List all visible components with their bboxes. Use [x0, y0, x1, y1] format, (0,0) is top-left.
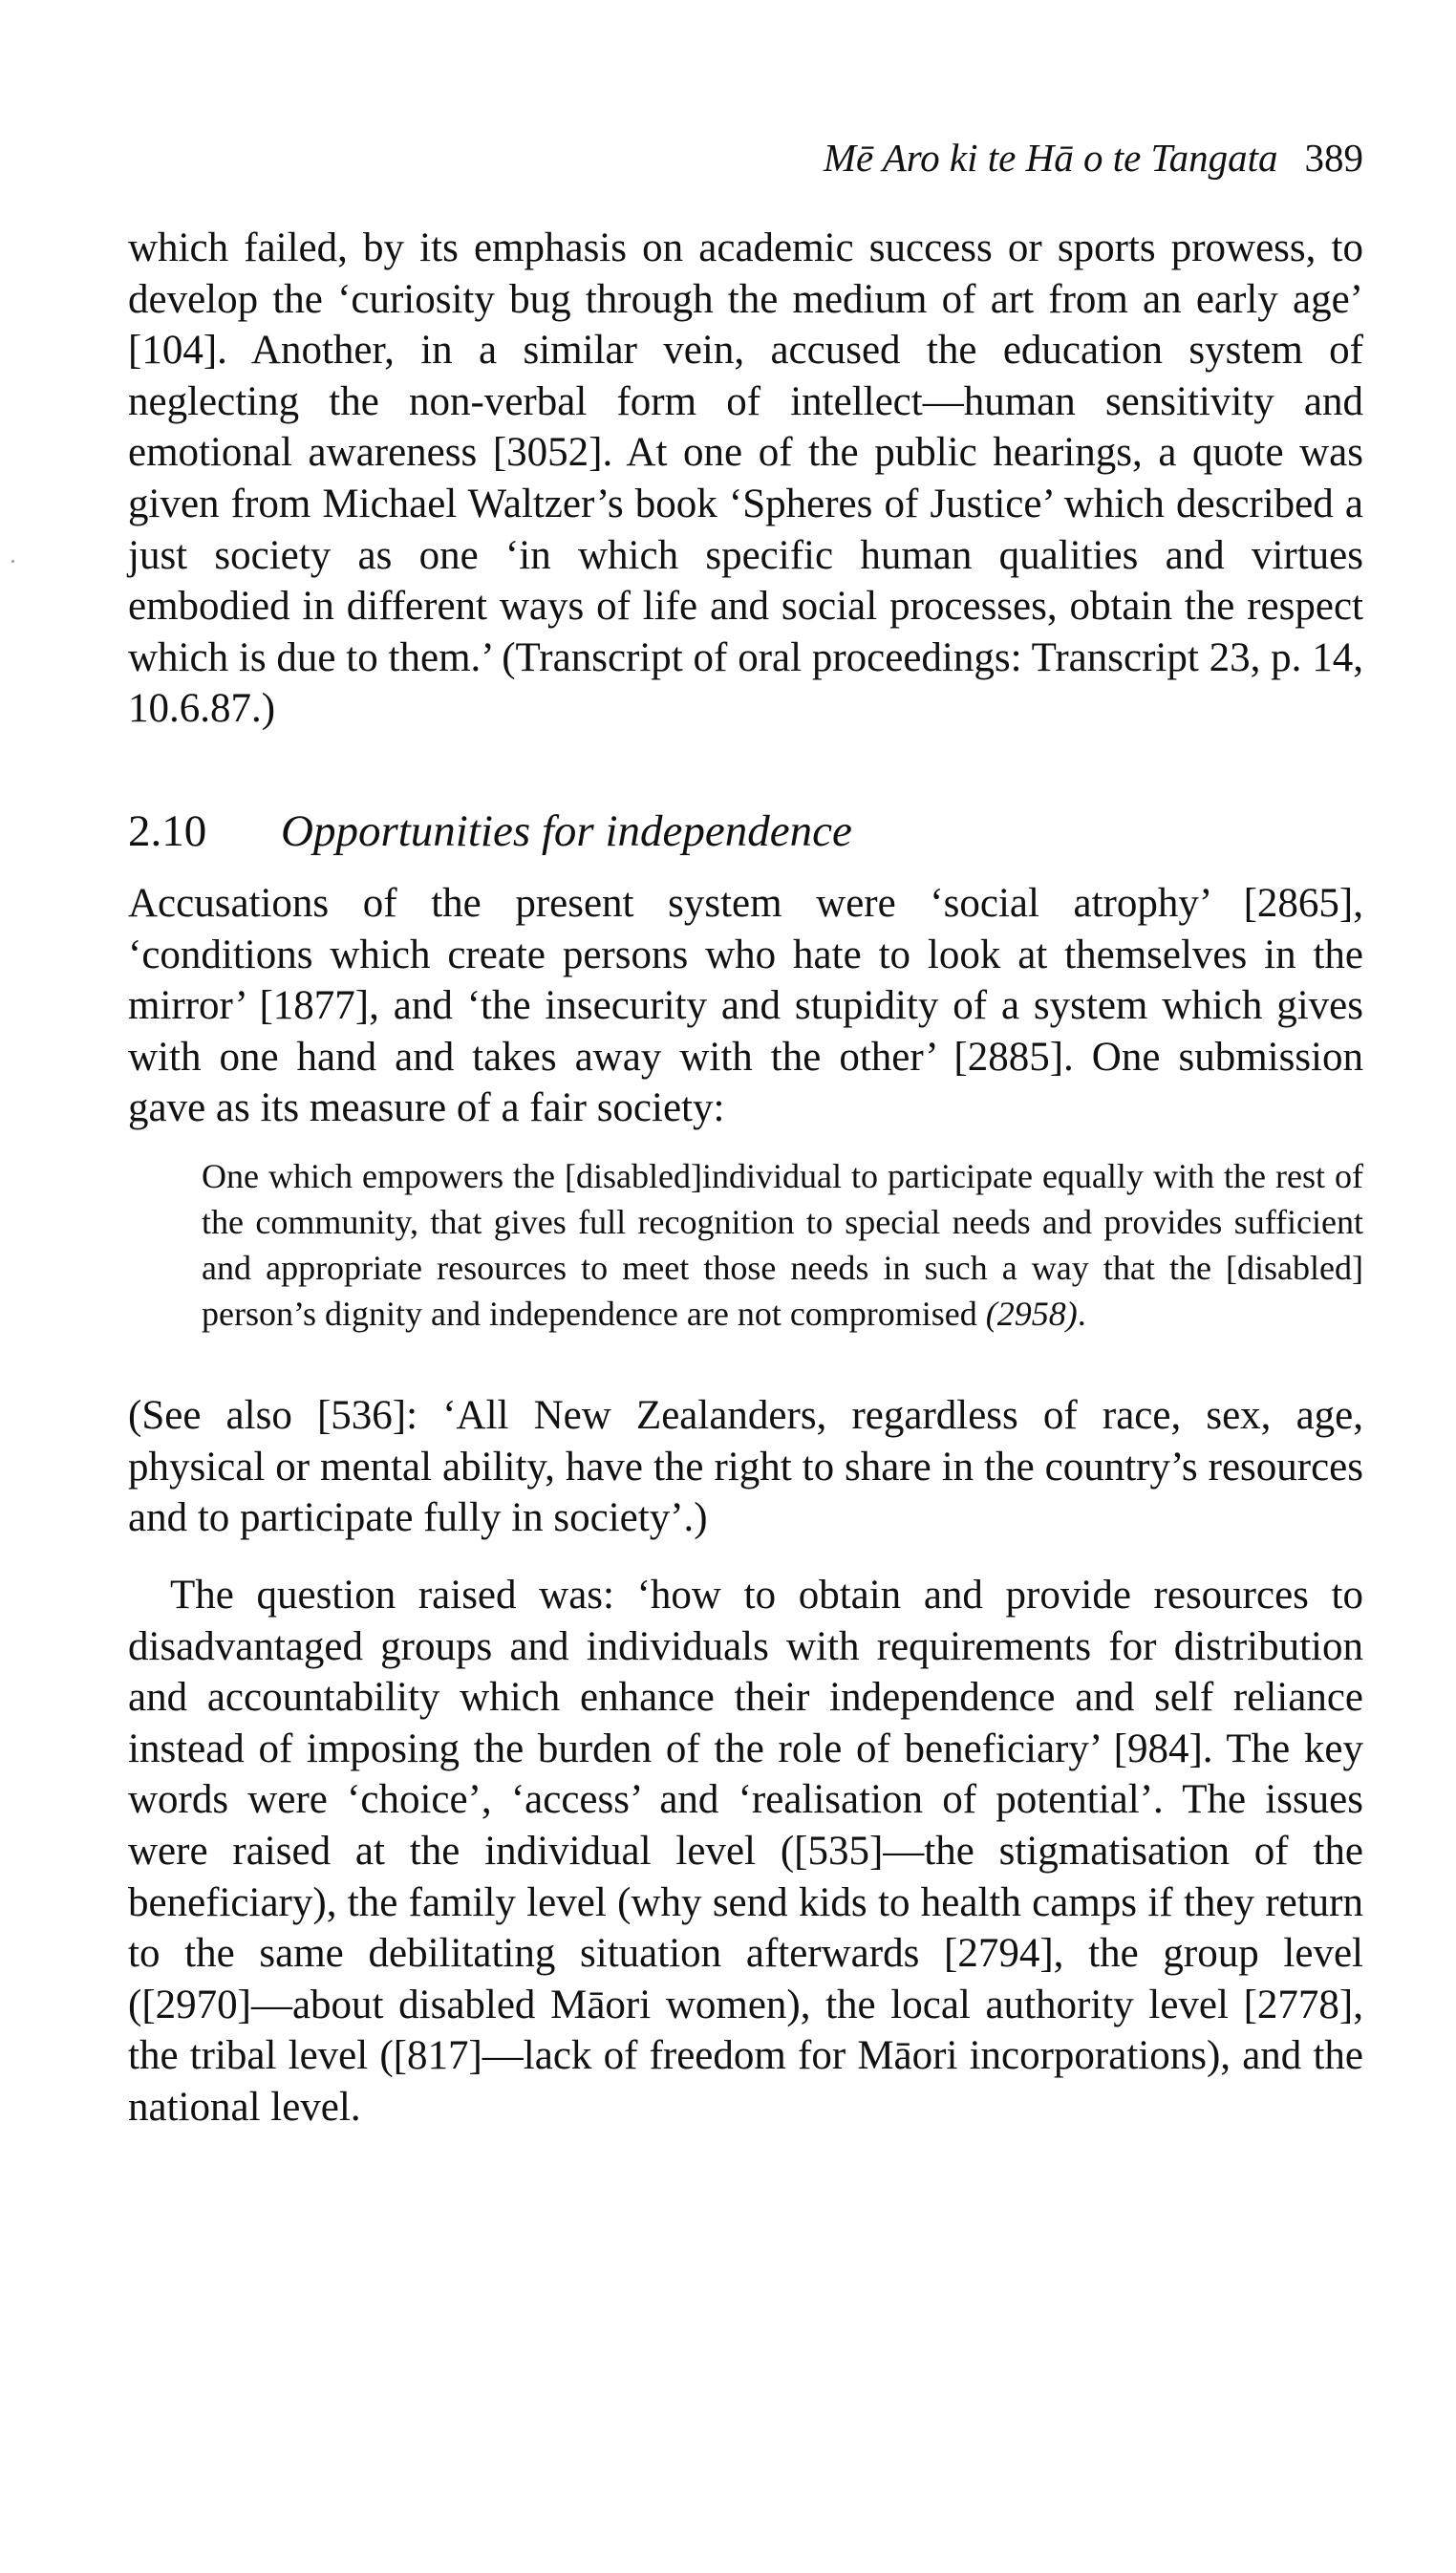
paragraph-question: The question raised was: ‘how to obtain and provide resources to disadvantaged groups and individuals with requirements for distribution and accountability which enhance their independence and self reliance instead of imposing the burden of the role of beneficiary’ [984]. The key words were ‘choice’, ‘access’ and ‘realisation of potential’. The issues were raised at the individual level ([535]—the stigmatisation of the beneficiary), the family level (why send kids to health camps if they return to the same debilitating situation afterwards [2794], the group level ([2970]—about disabled Māori women), the local authority level [2778], the tribal level ([817]—lack of freedom for Māori incorporations), and the national level.	[128, 1573, 1363, 2130]
section-number: 2.10	[128, 806, 207, 856]
scan-speck	[11, 560, 14, 563]
section-title: Opportunities for independence	[281, 806, 852, 856]
paragraph-accusations: Accusations of the present system were ‘social atrophy’ [2865], ‘conditions which create persons who hate to look at themselves in the mirror’ [1877], and ‘the insecurity and stupidity of a system which gives with one hand and takes away with the other’ [2885]. One submission gave as its measure of a fair society:	[128, 881, 1363, 1131]
block-quote-text: One which empowers the [disabled]individual to participate equally with the rest of the community, that gives full recognition to special needs and provides sufficient and appropriate resources to meet those needs in such a way that the [disabled] person’s dignity and independence are not compromised	[202, 1157, 1363, 1333]
running-title: Mē Aro ki te Hā o te Tangata	[823, 136, 1278, 180]
page-number: 389	[1304, 136, 1363, 180]
block-quote-end: .	[1077, 1295, 1086, 1333]
block-quote	[202, 1153, 1363, 1337]
paragraph-see-also: (See also [536]: ‘All New Zealanders, regardless of race, sex, age, physical or mental ability, have the right to share in the country’s resources and to participate fully in society’.)	[128, 1393, 1363, 1541]
block-quote-citation: (2958)	[985, 1295, 1078, 1333]
section-heading	[128, 803, 1363, 860]
running-header	[128, 134, 1363, 182]
paragraph-continued: which failed, by its emphasis on academic success or sports prowess, to develop the ‘curiosity bug through the medium of art from an early age’ [104]. Another, in a similar vein, accused the education system of neglecting the non-verbal form of intellect—human sensitivity and emotional awareness [3052]. At one of the public hearings, a quote was given from Michael Waltzer’s book ‘Spheres of Justice’ which described a just society as one ‘in which specific human qualities and virtues embodied in different ways of life and social processes, obtain the respect which is due to them.’ (Transcript of oral proceedings: Transcript 23, p. 14, 10.6.87.)	[128, 225, 1363, 732]
